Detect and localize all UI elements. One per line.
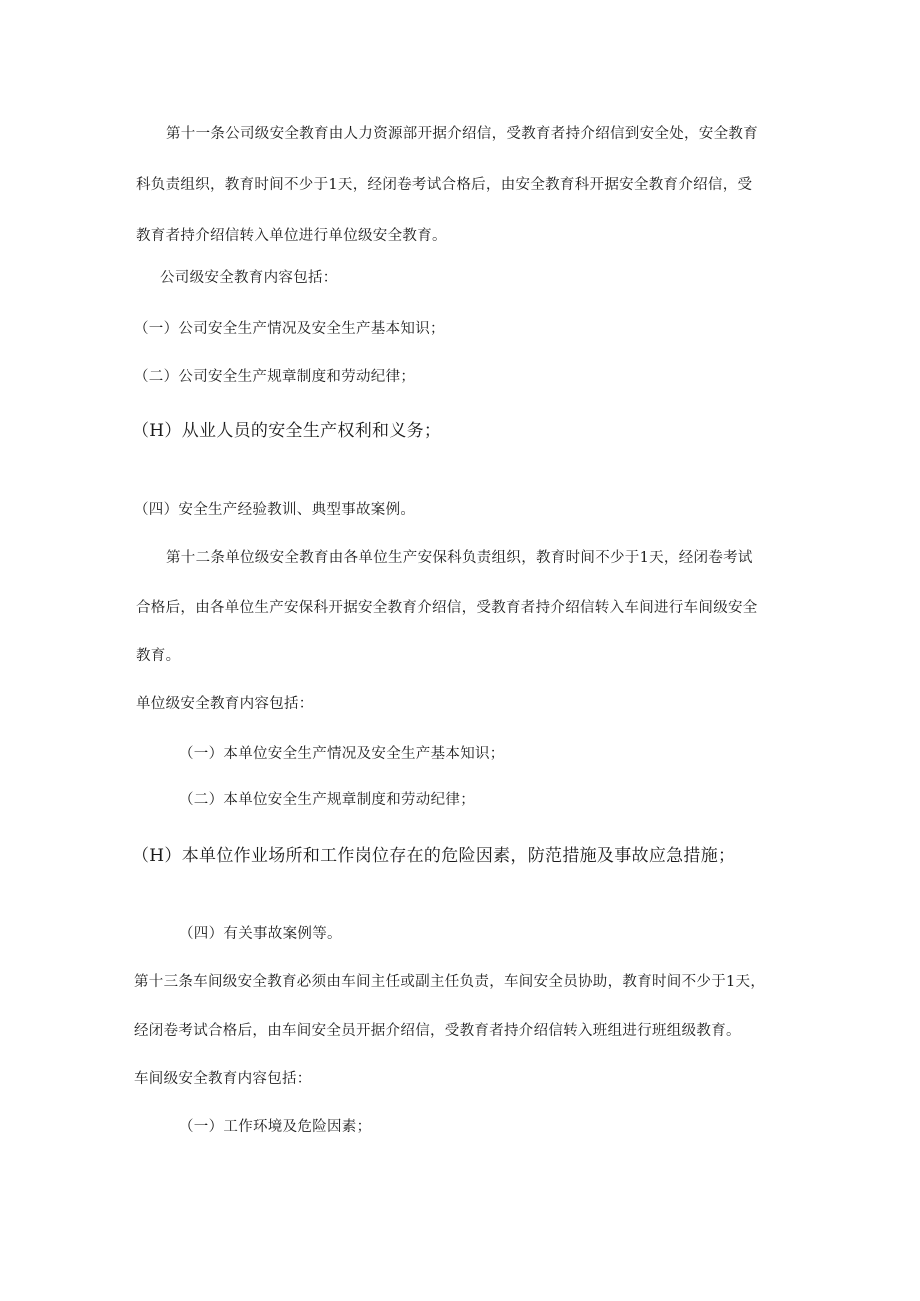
article-11-item-4: （四）安全生产经验教训、典型事故案例。 — [134, 502, 416, 518]
article-12-line-1: 第十二条单位级安全教育由各单位生产安保科负责组织，教育时间不少于1天，经闭卷考试 — [166, 550, 753, 566]
article-13-line-1: 第十三条车间级安全教育必须由车间主任或副主任负责，车间安全员协助，教育时间不少于1天， — [134, 974, 766, 990]
article-11-line-3: 教育者持介绍信转入单位进行单位级安全教育。 — [136, 228, 447, 244]
article-12-item-4: （四）有关事故案例等。 — [179, 926, 342, 942]
article-12-item-2: （二）本单位安全生产规章制度和劳动纪律； — [179, 792, 475, 808]
article-11-item-1: （一）公司安全生产情况及安全生产基本知识； — [134, 321, 445, 337]
article-13-item-1: （一）工作环境及危险因素； — [179, 1119, 372, 1135]
article-11-content-heading: 公司级安全教育内容包括： — [160, 270, 338, 286]
article-12-content-heading: 单位级安全教育内容包括： — [136, 696, 314, 712]
article-12-line-3: 教育。 — [136, 648, 181, 664]
article-12-item-3: （H）本单位作业场所和工作岗位存在的危险因素，防范措施及事故应急措施； — [132, 846, 736, 866]
article-13-content-heading: 车间级安全教育内容包括： — [134, 1071, 312, 1087]
article-11-line-2: 科负责组织，教育时间不少于1天，经闭卷考试合格后，由安全教育科开据安全教育介绍信，受 — [136, 177, 753, 193]
article-11-line-1: 第十一条公司级安全教育由人力资源部开据介绍信，受教育者持介绍信到安全处，安全教育 — [166, 126, 758, 142]
article-13-line-2: 经闭卷考试合格后，由车间安全员开据介绍信，受教育者持介绍信转入班组进行班组级教育。 — [134, 1023, 741, 1039]
article-11-item-3: （H）从业人员的安全生产权利和义务； — [132, 421, 442, 441]
article-11-item-2: （二）公司安全生产规章制度和劳动纪律； — [134, 369, 416, 385]
article-12-line-2: 合格后，由各单位生产安保科开据安全教育介绍信，受教育者持介绍信转入车间进行车间级安全 — [136, 600, 758, 616]
article-12-item-1: （一）本单位安全生产情况及安全生产基本知识； — [179, 746, 505, 762]
